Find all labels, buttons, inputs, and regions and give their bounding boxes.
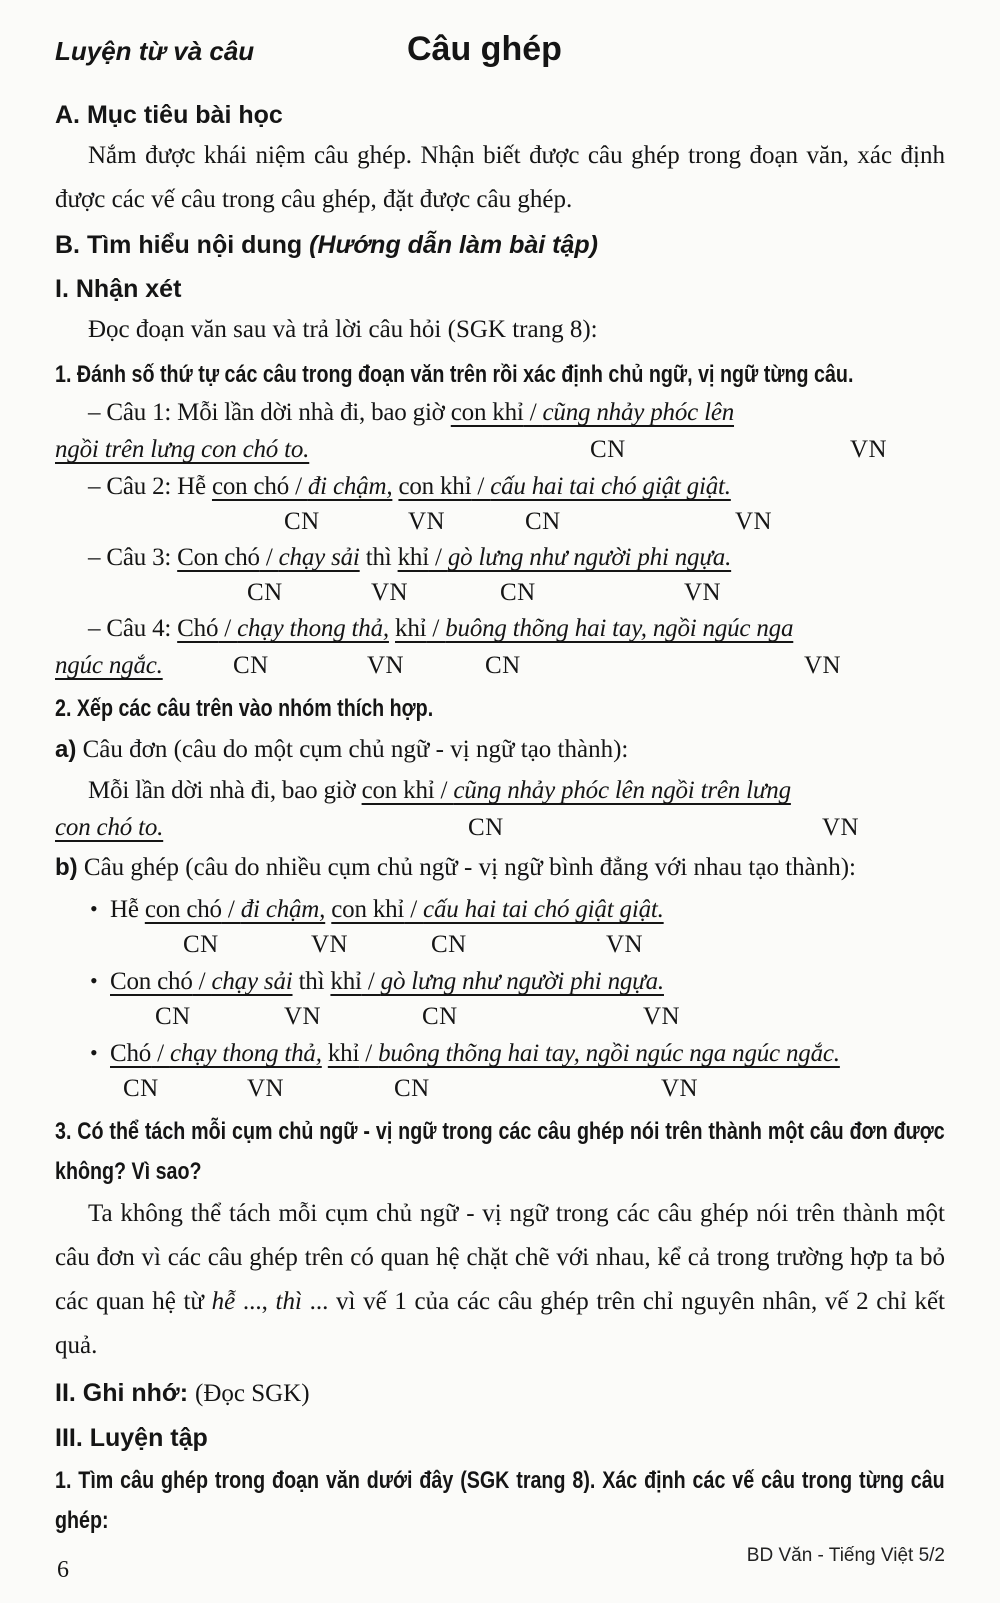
page-footer xyxy=(55,1543,945,1603)
bullet-icon: • xyxy=(90,896,98,921)
grammar-label-cn: CN xyxy=(422,1003,458,1030)
text-segment: con khỉ xyxy=(398,473,472,500)
question-1-heading: 1. Đánh số thứ tự các câu trong đoạn văn trên rồi xác định chủ ngữ, vị ngữ từng câu. xyxy=(55,361,854,388)
bullet-sentence-2-text xyxy=(110,968,664,995)
text-segment: Chó xyxy=(110,1040,152,1067)
text-segment: Con chó xyxy=(177,544,260,571)
grammar-label-vn: VN xyxy=(850,436,888,463)
text-segment: đi chậm, xyxy=(307,473,393,500)
text-segment: / xyxy=(151,1040,170,1067)
lesson-type-label: Luyện từ và câu xyxy=(55,36,255,66)
text-segment: / xyxy=(471,473,491,500)
text-segment: / xyxy=(428,544,448,571)
text-segment: / xyxy=(259,544,279,571)
grammar-label-vn: VN xyxy=(311,931,349,958)
question-2-heading: 2. Xếp các câu trên vào nhóm thích hợp. xyxy=(55,695,434,722)
grammar-label-cn: CN xyxy=(500,579,536,606)
grammar-label-cn: CN xyxy=(485,652,521,679)
text-segment: hễ xyxy=(211,1288,236,1315)
text-segment: gò lưng như người phi ngựa. xyxy=(380,968,664,995)
text-segment: con khỉ xyxy=(361,777,435,804)
text-segment: buông thõng hai tay, ngồi ngúc nga xyxy=(445,615,794,642)
grammar-label-row-bullet3 xyxy=(55,1072,945,1106)
text-segment: ngúc ngắc. xyxy=(55,652,163,679)
group-b-label: b) xyxy=(55,854,78,881)
text-segment: chạy sải xyxy=(211,968,293,995)
grammar-label-cn: CN xyxy=(123,1075,159,1102)
text-segment: con chó xyxy=(211,473,290,500)
text-segment: / xyxy=(289,473,308,500)
text-segment: chạy thong thả, xyxy=(169,1040,322,1067)
book-reference: BD Văn - Tiếng Việt 5/2 xyxy=(746,1545,945,1566)
text-segment: đi chậm, xyxy=(240,896,326,923)
text-segment: ngồi trên lưng con chó to. xyxy=(55,436,310,463)
text-segment: con chó xyxy=(144,896,222,923)
grammar-label-cn: CN xyxy=(394,1075,430,1102)
text-segment: / xyxy=(221,896,241,923)
text-segment: Chó xyxy=(177,615,219,642)
grammar-label-vn: VN xyxy=(408,508,446,535)
grammar-label-vn: VN xyxy=(367,652,405,679)
grammar-label-row-cau3 xyxy=(55,576,945,610)
text-segment: con khỉ xyxy=(450,399,524,426)
grammar-label-vn: VN xyxy=(247,1075,285,1102)
text-segment: thì xyxy=(292,968,331,995)
text-segment: / xyxy=(434,777,454,804)
section-b-heading-note: (Hướng dẫn làm bài tập) xyxy=(309,231,598,259)
grammar-label-vn: VN xyxy=(684,579,722,606)
text-segment: khỉ xyxy=(327,1040,360,1067)
grammar-label-row-bullet2 xyxy=(55,1000,945,1034)
page-number: 6 xyxy=(57,1557,69,1583)
sentence-cau2-line1 xyxy=(88,468,945,505)
section-2-heading xyxy=(55,1374,945,1413)
section-a-heading: A. Mục tiêu bài học xyxy=(55,101,283,129)
grammar-label-vn: VN xyxy=(606,931,644,958)
text-segment: thì xyxy=(359,544,398,571)
text-segment: thì xyxy=(275,1288,302,1315)
sentence-cau3-line1 xyxy=(88,539,945,576)
text-segment: Ta không thể tách mỗi cụm chủ ngữ - vị ngữ trong các câu ghép nói trên thành một câu đơn vì các câu ghép trên có quan hệ chặt chẽ với nhau, kể cả trong trường hợp ta bỏ các quan hệ từ xyxy=(55,1200,945,1315)
text-segment: / xyxy=(426,615,446,642)
grammar-label-vn: VN xyxy=(371,579,409,606)
text-segment: ... vì vế 1 của các câu ghép trên chỉ nguyên nhân, vế 2 chỉ kết quả. xyxy=(55,1288,946,1359)
section-2-heading-text: II. Ghi nhớ: xyxy=(55,1379,189,1407)
text-segment: – Câu 2: Hễ xyxy=(88,473,212,500)
section-1-intro: Đọc đoạn văn sau và trả lời câu hỏi (SGK trang 8): xyxy=(88,316,598,343)
text-segment: cũng nhảy phóc lên ngồi trên lưng xyxy=(453,777,791,804)
grammar-label-cn: CN xyxy=(468,814,504,841)
group-a-line xyxy=(55,728,945,772)
page-title: Câu ghép xyxy=(407,30,562,68)
text-segment: cũng nhảy phóc lên xyxy=(542,399,735,426)
group-b-text: Câu ghép (câu do nhiều cụm chủ ngữ - vị ngữ bình đẳng với nhau tạo thành): xyxy=(83,854,857,881)
sentence-cau4-line1 xyxy=(88,610,945,647)
bullet-icon: • xyxy=(90,1040,98,1065)
text-segment: Con chó xyxy=(110,968,193,995)
bullet-sentence-3-text xyxy=(110,1040,840,1067)
sentence-cau1-line2 xyxy=(55,431,945,468)
section-3-heading: III. Luyện tập xyxy=(55,1424,208,1452)
text-segment: – Câu 3: xyxy=(88,544,178,571)
text-segment: chạy thong thả, xyxy=(237,615,389,642)
text-segment: con chó to. xyxy=(55,814,164,841)
text-segment: – Câu 4: xyxy=(88,615,178,642)
section-1-heading: I. Nhận xét xyxy=(55,275,182,303)
section-b-heading-text: B. Tìm hiểu nội dung xyxy=(55,231,303,259)
text-segment: – Câu 1: Mỗi lần dời nhà đi, bao giờ xyxy=(88,399,451,426)
text-segment: khỉ xyxy=(330,968,362,995)
text-segment: cấu hai tai chó giật giật. xyxy=(490,473,731,500)
sentence-don-line1 xyxy=(88,772,945,809)
group-b-line xyxy=(55,846,945,890)
text-segment: chạy sải xyxy=(278,544,360,571)
text-segment: / xyxy=(361,968,381,995)
grammar-label-vn: VN xyxy=(284,1003,322,1030)
grammar-label-cn: CN xyxy=(431,931,467,958)
section-2-note: (Đọc SGK) xyxy=(195,1380,310,1407)
grammar-label-cn: CN xyxy=(183,931,219,958)
section-a-body: Nắm được khái niệm câu ghép. Nhận biết được câu ghép trong đoạn văn, xác định được các vế câu trong câu ghép, đặt được câu ghép. xyxy=(55,142,945,213)
text-segment: / xyxy=(192,968,212,995)
question-3-answer xyxy=(55,1192,945,1368)
task-1-heading: 1. Tìm câu ghép trong đoạn văn dưới đây (SGK trang 8). Xác định các vế câu trong từng câu ghép: xyxy=(55,1467,945,1534)
sentence-cau4-line2 xyxy=(55,647,945,684)
sentence-don-continuation xyxy=(55,814,163,841)
group-a-label: a) xyxy=(55,736,77,763)
text-segment: gò lưng như người phi ngựa. xyxy=(447,544,732,571)
grammar-label-cn: CN xyxy=(155,1003,191,1030)
text-segment: Hễ xyxy=(110,896,145,923)
sentence-cau1-line1 xyxy=(88,394,945,431)
grammar-label-row-cau2 xyxy=(55,505,945,539)
text-segment: / xyxy=(218,615,238,642)
grammar-label-cn: CN xyxy=(284,508,320,535)
grammar-label-vn: VN xyxy=(661,1075,699,1102)
page-header xyxy=(55,30,945,88)
grammar-label-vn: VN xyxy=(822,814,860,841)
grammar-label-cn: CN xyxy=(525,508,561,535)
grammar-label-cn: CN xyxy=(247,579,283,606)
text-segment: con khỉ xyxy=(331,896,405,923)
bullet-sentence-3 xyxy=(90,1034,945,1072)
grammar-label-vn: VN xyxy=(735,508,773,535)
grammar-label-row-bullet1 xyxy=(55,928,945,962)
group-a-text: Câu đơn (câu do một cụm chủ ngữ - vị ngữ tạo thành): xyxy=(82,736,629,763)
sentence-don-line2 xyxy=(55,809,945,846)
question-3-heading: 3. Có thể tách mỗi cụm chủ ngữ - vị ngữ trong các câu ghép nói trên thành một câu đơn được không? Vì sao? xyxy=(55,1118,945,1185)
bullet-sentence-1-text xyxy=(110,896,664,923)
text-segment: / xyxy=(523,399,543,426)
grammar-label-vn: VN xyxy=(804,652,842,679)
grammar-label-vn: VN xyxy=(643,1003,681,1030)
grammar-label-cn: CN xyxy=(590,436,626,463)
text-segment: buông thõng hai tay, ngồi ngúc nga ngúc ngắc. xyxy=(378,1040,840,1067)
grammar-label-cn: CN xyxy=(233,652,269,679)
bullet-sentence-1 xyxy=(90,890,945,928)
bullet-icon: • xyxy=(90,968,98,993)
section-b-heading xyxy=(55,226,945,264)
text-segment: khỉ xyxy=(395,615,427,642)
text-segment: cấu hai tai chó giật giật. xyxy=(423,896,664,923)
sentence-cau4-continuation xyxy=(55,652,163,679)
text-segment: khỉ xyxy=(397,544,429,571)
text-segment: Mỗi lần dời nhà đi, bao giờ xyxy=(88,777,362,804)
bullet-sentence-2 xyxy=(90,962,945,1000)
text-segment: ..., xyxy=(235,1288,276,1315)
sentence-cau1-continuation xyxy=(55,436,309,463)
text-segment: / xyxy=(359,1040,379,1067)
text-segment: / xyxy=(404,896,424,923)
